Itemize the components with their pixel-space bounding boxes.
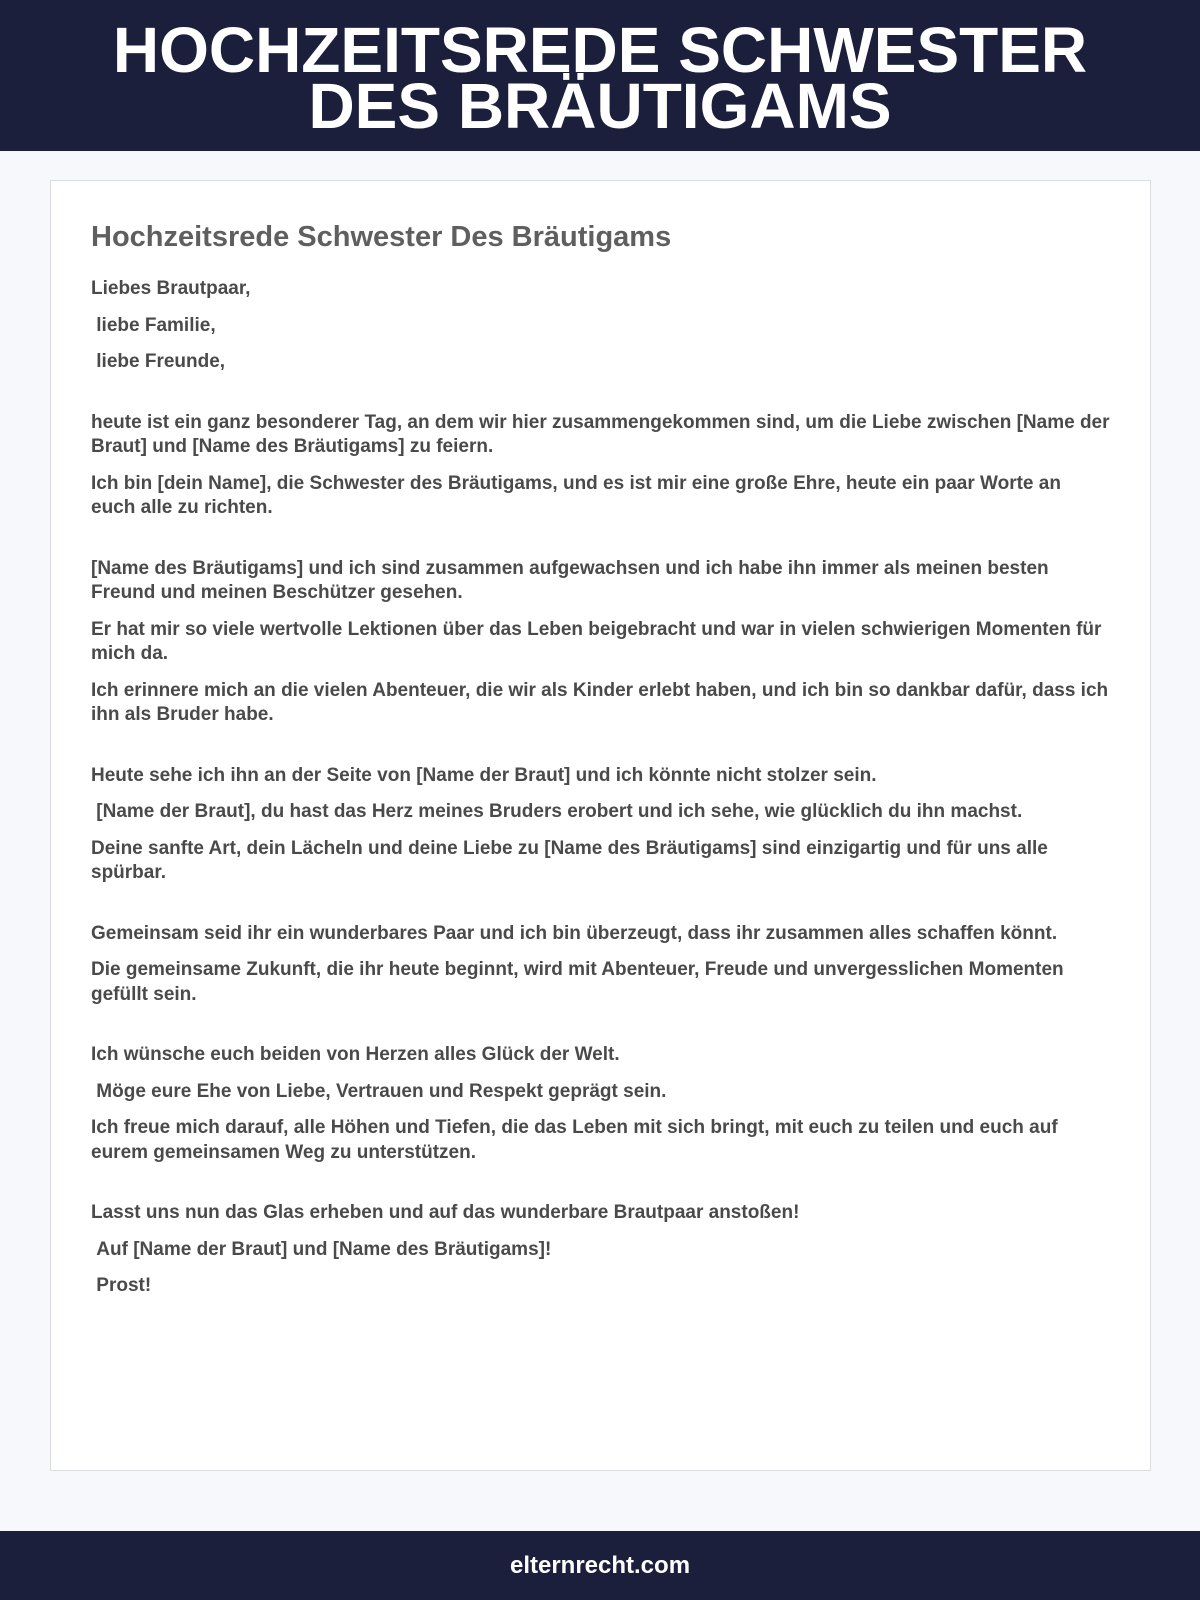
paragraph: Möge eure Ehe von Liebe, Vertrauen und Respekt geprägt sein.: [91, 1080, 667, 1102]
paragraph: Liebes Brautpaar,: [91, 278, 251, 299]
paragraph: Gemeinsam seid ihr ein wunderbares Paar und ich bin überzeugt, dass ihr zusammen alles schaffen könnt.: [91, 922, 1058, 944]
paragraph: heute ist ein ganz besonderer Tag, an dem wir hier zusammengekommen sind, um die Liebe zwischen [Name der Braut] und [Name des Bräutigams] zu feiern.: [91, 411, 1115, 457]
document-title: Hochzeitsrede Schwester Des Bräutigams: [91, 221, 672, 253]
paragraph: Er hat mir so viele wertvolle Lektionen über das Leben beigebracht und war in vielen schwierigen Momenten für mich da.: [91, 618, 1107, 664]
paragraph: liebe Freunde,: [91, 351, 226, 372]
paragraph: Ich bin [dein Name], die Schwester des Bräutigams, und es ist mir eine große Ehre, heute ein paar Worte an euch alle zu richten.: [91, 472, 1067, 518]
paragraph: [Name des Bräutigams] und ich sind zusammen aufgewachsen und ich habe ihn immer als meinen besten Freund und meinen Beschützer gesehen.: [91, 557, 1054, 603]
speech-section-toast: [91, 1201, 1110, 1299]
paragraph: Ich erinnere mich an die vielen Abenteuer, die wir als Kinder erlebt haben, und ich bin so dankbar dafür, dass ich ihn als Bruder habe.: [91, 679, 1114, 725]
speech-content: [51, 181, 1150, 1299]
paragraph: Heute sehe ich ihn an der Seite von [Name der Braut] und ich könnte nicht stolzer sein.: [91, 764, 877, 786]
paragraph: Deine sanfte Art, dein Lächeln und deine Liebe zu [Name des Bräutigams] sind einzigartig und für uns alle spürbar.: [91, 837, 1054, 883]
paragraph: liebe Familie,: [91, 314, 216, 336]
speech-section-greeting: [91, 277, 1110, 375]
paragraph: Ich freue mich darauf, alle Höhen und Tiefen, die das Leben mit sich bringt, mit euch zu teilen und euch auf eurem gemeinsamen Weg zu unterstützen.: [91, 1117, 1063, 1163]
speech-section-bride: [91, 764, 1110, 886]
speech-section-childhood: [91, 557, 1114, 728]
footer-site-link[interactable]: elternrecht.com: [509, 1551, 691, 1579]
page-footer: [0, 1531, 1200, 1600]
paragraph: Auf [Name der Braut] und [Name des Bräutigams]!: [91, 1238, 552, 1260]
paragraph: [Name der Braut], du hast das Herz meines Bruders erobert und ich sehe, wie glücklich du ihn machst.: [91, 801, 1023, 822]
speech-section-intro: [91, 411, 1115, 521]
speech-card: [50, 180, 1151, 1471]
paragraph: Die gemeinsame Zukunft, die ihr heute beginnt, wird mit Abenteuer, Freude und unvergesslichen Momenten gefüllt sein.: [91, 959, 1069, 1005]
paragraph: Prost!: [91, 1275, 152, 1296]
speech-section-wishes: [91, 1043, 1110, 1165]
speech-section-couple: [91, 922, 1110, 1008]
paragraph: Ich wünsche euch beiden von Herzen alles Glück der Welt.: [91, 1044, 620, 1065]
paragraph: Lasst uns nun das Glas erheben und auf das wunderbare Brautpaar anstoßen!: [91, 1202, 800, 1223]
page-header: [0, 0, 1200, 151]
page-title: HOCHZEITSREDE SCHWESTER DES BRÄUTIGAMS: [112, 13, 1088, 142]
